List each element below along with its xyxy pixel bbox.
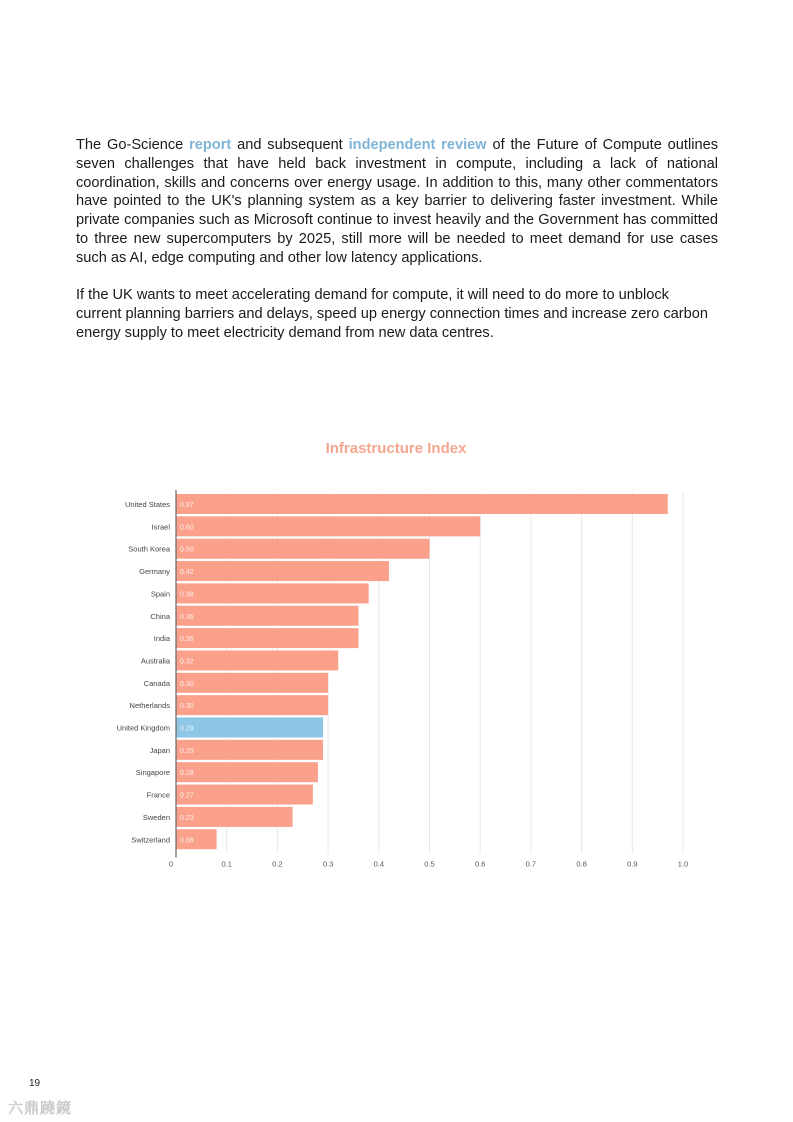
category-label: China: [150, 611, 170, 621]
p1-text-3: of the Future of Compute outlines seven challenges that have held back investment in compute, including a lack of national coordination, skills and concerns over energy usage. In addition to this, many other commentators have pointed to the UK's planning system as a key barrier to delivering faster investment. While private companies such as Microsoft continue to invest heavily and the Government has committed to three new supercomputers by 2025, still more will be needed to meet demand for use cases such as AI, edge computing and other low latency applications.: [76, 137, 718, 266]
category-label: Singapore: [135, 768, 170, 778]
category-label: Spain: [150, 589, 170, 599]
category-label: Australia: [140, 656, 170, 666]
x-tick-label: 0.1: [221, 859, 232, 869]
bar-singapore: [176, 762, 318, 782]
x-tick-label: 0.4: [373, 859, 385, 869]
category-label: France: [146, 790, 170, 800]
category-label: United States: [124, 500, 170, 509]
data-label: 0.32: [180, 658, 194, 666]
bar-israel: [176, 516, 480, 536]
x-tick-label: 1.0: [677, 859, 689, 869]
category-label: Canada: [143, 678, 170, 688]
category-label: Switzerland: [131, 835, 170, 845]
bar-china: [176, 606, 359, 626]
bar-japan: [176, 740, 323, 760]
category-label: India: [153, 634, 170, 644]
data-label: 0.23: [180, 814, 194, 822]
x-tick-label: 0.3: [322, 859, 334, 869]
x-tick-label: 0.6: [474, 859, 486, 869]
x-tick-label: 0.7: [525, 859, 537, 869]
independent-review-link[interactable]: independent review: [348, 137, 487, 153]
body-paragraph-2: If the UK wants to meet accelerating demand for compute, it will need to do more to unblock current planning barriers and delays, speed up energy connection times and increase zero carbon energy supply to meet electricity demand from new data centres.: [76, 287, 708, 341]
data-label: 0.97: [180, 502, 194, 509]
bar-united-states: [176, 494, 668, 514]
infrastructure-index-chart: [100, 430, 700, 880]
category-label: South Korea: [128, 544, 170, 554]
x-tick-label: 0.2: [272, 859, 283, 869]
p1-text-2: and subsequent: [231, 137, 349, 153]
data-label: 0.28: [180, 770, 194, 778]
data-label: 0.30: [180, 703, 194, 711]
data-label: 0.29: [180, 725, 194, 733]
watermark-logo: 六鼎蹺鏡: [8, 1100, 73, 1117]
category-label: Israel: [151, 522, 170, 532]
category-label: Japan: [149, 745, 170, 755]
x-tick-label: 0.5: [424, 859, 435, 869]
p1-text-1: The Go-Science: [76, 137, 190, 153]
category-label: Netherlands: [129, 701, 170, 711]
data-label: 0.60: [180, 524, 194, 532]
bar-germany: [176, 561, 389, 581]
bar-netherlands: [176, 695, 328, 715]
category-label: United Kingdom: [116, 723, 170, 733]
x-tick-label: 0.8: [576, 859, 587, 869]
bar-united-kingdom: [176, 718, 323, 738]
bar-india: [176, 628, 359, 648]
data-label: 0.36: [180, 613, 194, 621]
body-paragraph-1: [76, 136, 718, 268]
data-label: 0.27: [180, 792, 194, 800]
data-label: 0.42: [180, 569, 194, 577]
data-label: 0.36: [180, 636, 194, 644]
data-label: 0.08: [180, 837, 194, 845]
category-label: Germany: [139, 567, 170, 577]
page-number: 19: [29, 1078, 41, 1089]
data-label: 0.50: [180, 546, 194, 554]
report-link[interactable]: report: [189, 137, 232, 153]
category-label: Sweden: [142, 812, 170, 822]
bar-france: [176, 785, 313, 805]
chart-title: Infrastructure Index: [325, 440, 467, 457]
x-tick-label: 0: [168, 859, 173, 869]
bar-south-korea: [176, 539, 430, 559]
x-tick-label: 0.9: [627, 859, 638, 869]
bar-australia: [176, 650, 338, 670]
data-label: 0.38: [180, 591, 194, 599]
data-label: 0.30: [180, 680, 194, 688]
data-label: 0.29: [180, 747, 194, 755]
bar-canada: [176, 673, 328, 693]
bar-spain: [176, 583, 369, 603]
